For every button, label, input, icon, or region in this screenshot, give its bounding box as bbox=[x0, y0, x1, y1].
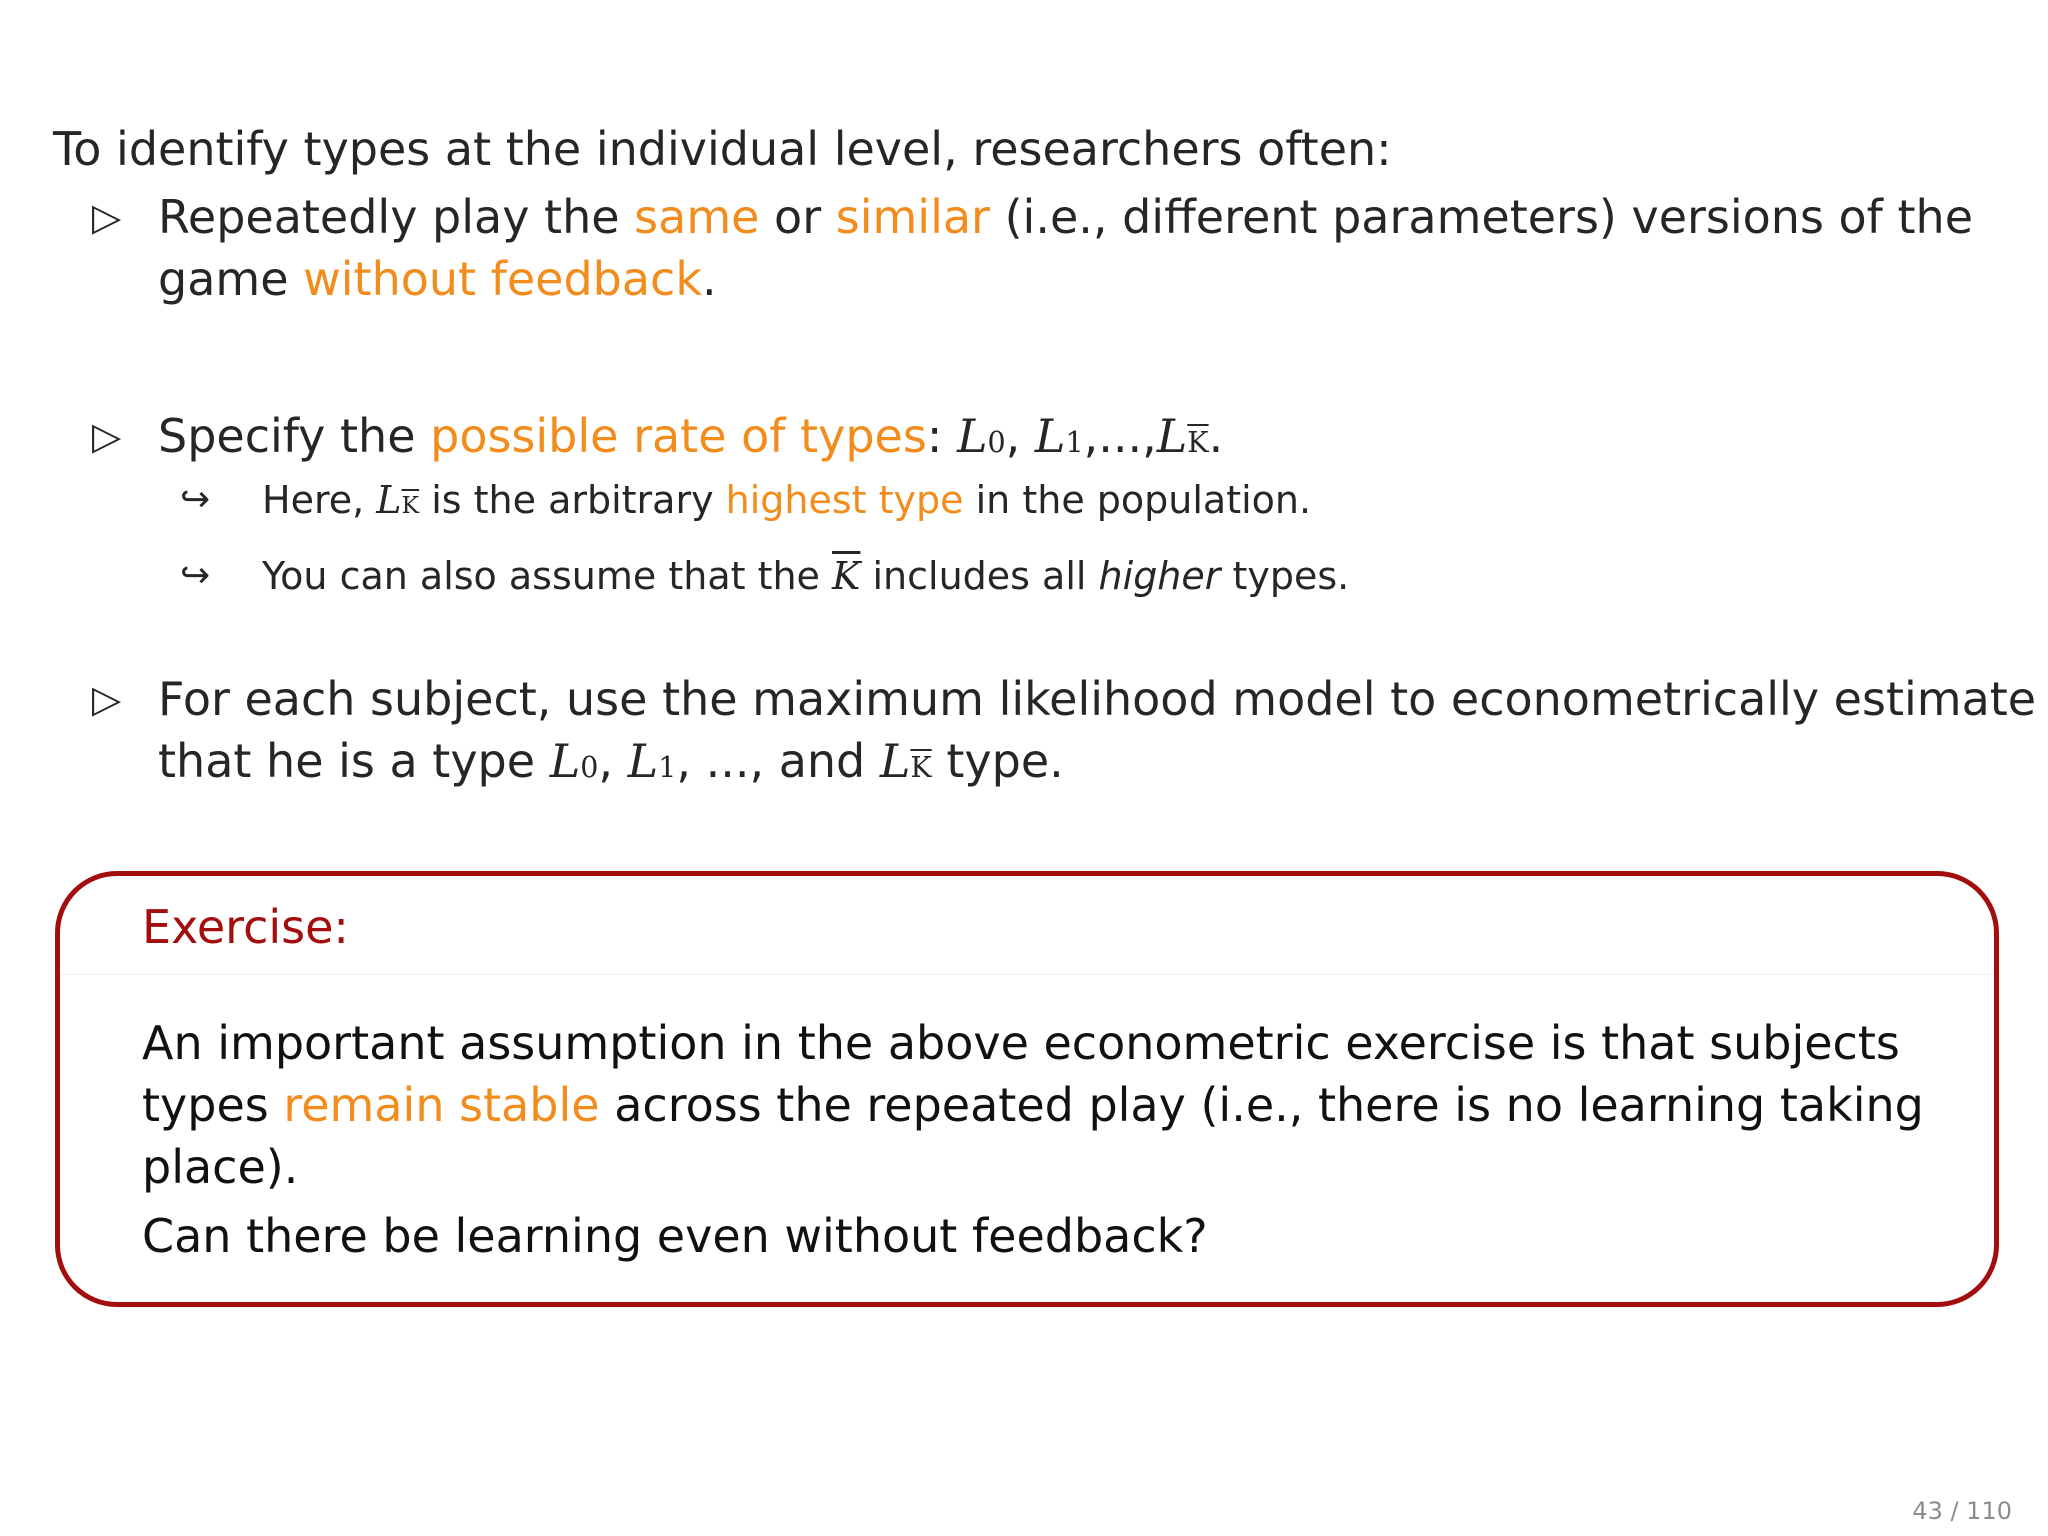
bullet-text: Repeatedly play the same or similar (i.e., different parameters) versions of the game without feedback. bbox=[158, 190, 1973, 306]
sub-item-higher-types: ↪ You can also assume that the $\overline{K}$ includes all higher types. bbox=[180, 550, 1980, 602]
math-kbar: $\overline{K}$ bbox=[832, 554, 861, 598]
page-number: 43 / 110 bbox=[1912, 1497, 2012, 1525]
highlight-without-feedback: without feedback bbox=[303, 252, 702, 306]
highlight-remain-stable: remain stable bbox=[283, 1078, 600, 1132]
exercise-paragraph-assumption: An important assumption in the above econometric exercise is that subjects types remain stable across the repeated play (i.e., there is no learning taking place). bbox=[142, 1016, 1924, 1194]
exercise-divider bbox=[60, 974, 1994, 975]
highlight-highest-type: highest type bbox=[725, 478, 964, 522]
triangle-bullet-icon: ▷ bbox=[92, 677, 122, 721]
emphasis-higher: higher bbox=[1098, 554, 1221, 598]
hook-arrow-icon: ↪ bbox=[180, 555, 211, 596]
math-l0: L0 bbox=[956, 409, 1006, 463]
highlight-same: same bbox=[634, 190, 760, 244]
highlight-similar: similar bbox=[835, 190, 990, 244]
triangle-bullet-icon: ▷ bbox=[92, 414, 122, 458]
math-lkbar: $L\overline{K}$ bbox=[376, 478, 420, 522]
math-l0: L0 bbox=[549, 734, 599, 788]
exercise-box bbox=[55, 871, 1999, 1307]
highlight-possible-rate-of-types: possible rate of types bbox=[430, 409, 927, 463]
bullet-text: For each subject, use the maximum likelihood model to econometrically estimate that he is a type L0, L1, ..., and $L\overline{K}$ type. bbox=[158, 672, 2037, 788]
exercise-title: Exercise: bbox=[142, 900, 349, 954]
bullet-item-for-each-subject bbox=[92, 668, 2037, 799]
sub-item-highest-type: ↪ Here, $L\overline{K}$ is the arbitrary highest type in the population. bbox=[180, 474, 1980, 531]
hook-arrow-icon: ↪ bbox=[180, 479, 211, 520]
triangle-bullet-icon: ▷ bbox=[92, 195, 122, 239]
math-l1: L1 bbox=[627, 734, 677, 788]
exercise-question: Can there be learning even without feedback? bbox=[142, 1209, 1208, 1263]
math-l1: L1 bbox=[1034, 409, 1084, 463]
intro-text: To identify types at the individual level, researchers often: bbox=[53, 122, 1392, 176]
bullet-text: Specify the possible rate of types: L0, $L1,...,L\overline{K}$. bbox=[158, 409, 1224, 463]
bullet-item-specify-types bbox=[92, 405, 2012, 474]
math-lkbar: $L\overline{K}$ bbox=[1156, 409, 1209, 463]
bullet-item-repeated-play bbox=[92, 186, 2012, 310]
math-lkbar: $L\overline{K}$ bbox=[879, 734, 932, 788]
